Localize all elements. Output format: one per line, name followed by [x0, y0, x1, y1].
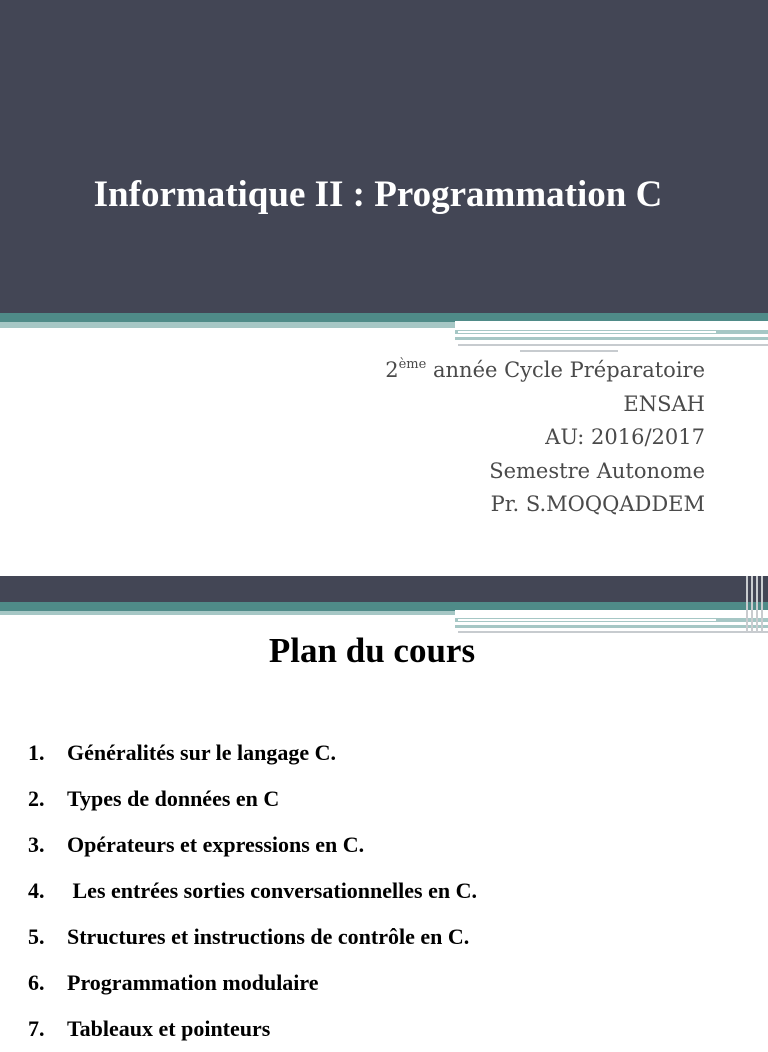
header-band — [0, 576, 768, 602]
school-line: ENSAH — [623, 391, 705, 416]
list-item: 5. Structures et instructions de contrôle en C. — [28, 924, 470, 949]
list-item: 1. Généralités sur le langage C. — [28, 740, 337, 765]
professor-line: Pr. S.MOQQADDEM — [490, 492, 705, 516]
list-item: 2. Types de données en C — [28, 786, 280, 811]
list-item: 3. Opérateurs et expressions en C. — [28, 832, 365, 857]
outline-list — [28, 730, 477, 1052]
list-item: 4. Les entrées sorties conversationnelles en C. — [28, 878, 477, 903]
semester-line: Semestre Autonome — [489, 458, 705, 483]
list-item: 7. Tableaux et pointeurs — [28, 1016, 271, 1041]
vertical-stripes — [746, 576, 768, 632]
header-band — [0, 0, 768, 313]
course-info — [385, 354, 705, 522]
academic-year-line: AU: 2016/2017 — [545, 425, 705, 449]
outline-title: Plan du cours — [268, 631, 476, 670]
list-item: 6. Programmation modulaire — [28, 970, 319, 995]
outline-slide — [0, 576, 768, 1041]
presentation-title: Informatique II : Programmation C — [93, 174, 663, 215]
course-year-line: 2ème année Cycle Préparatoire — [385, 357, 705, 382]
